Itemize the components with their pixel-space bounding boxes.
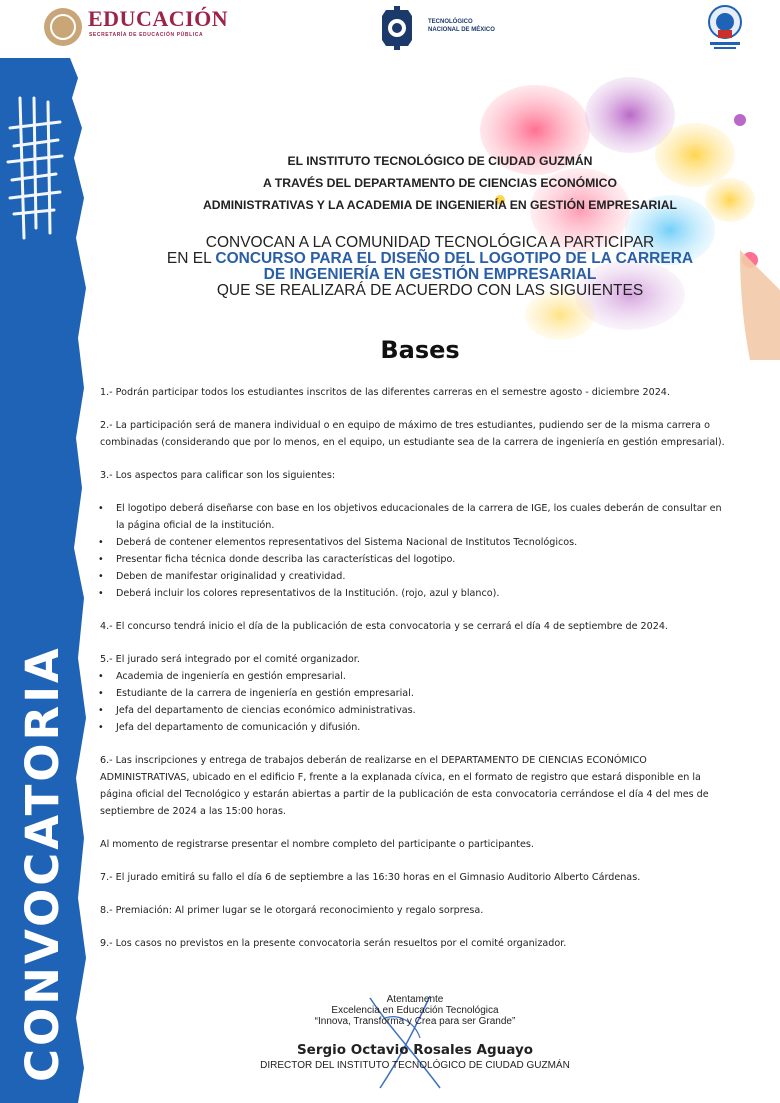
signer-role: DIRECTOR DEL INSTITUTO TECNOLÓGICO DE CIUDAD GUZMÁN xyxy=(260,1060,570,1071)
base-8: 8.- Premiación: Al primer lugar se le otorgará reconocimiento y regalo sorpresa. xyxy=(100,905,484,916)
base-2: 2.- La participación será de manera individual o en equipo de máximo de tres estudiantes, pudiendo ser de la misma carrera o combinadas (considerando que por lo menos, en el equipo, un estudiante sea de la carrera de ingeniería en gestión empresarial). xyxy=(100,420,725,448)
call-line-4: QUE SE REALIZARÁ DE ACUERDO CON LAS SIGUIENTES xyxy=(216,282,644,299)
header xyxy=(0,0,780,58)
base-3-item: • El logotipo deberá diseñarse con base en los objetivos educacionales de la carrera de IGE, los cuales deberán de consultar en la página oficial de la institución. xyxy=(100,500,730,534)
base-6: 6.- Las inscripciones y entrega de trabajos deberán de realizarse en el DEPARTAMENTO DE CIENCIAS ECONÓMICO ADMINISTRATIVAS, ubicado en el edificio F, frente a la explanada cívica, en el formato de registro que estará disponible en la página oficial del Tecnológico y estarán abiertas a partir de la publicación de esta convocatoria cerrándose el día 4 del mes de septiembre de 2024 a las 15:00 horas. xyxy=(100,755,709,817)
closing: Atentamente xyxy=(386,994,444,1005)
base-1: 1.- Podrán participar todos los estudiantes inscritos de las diferentes carreras en el semestre agosto - diciembre 2024. xyxy=(100,387,670,398)
base-3-item: • Deberá de contener elementos representativos del Sistema Nacional de Institutos Tecnológicos. xyxy=(100,534,730,551)
base-5: 5.- El jurado será integrado por el comité organizador. xyxy=(100,654,360,665)
base-9: 9.- Los casos no previstos en la presente convocatoria serán resueltos por el comité organizador. xyxy=(100,938,567,949)
sep-title: EDUCACIÓN xyxy=(88,6,229,31)
base-3: 3.- Los aspectos para calificar son los siguientes: xyxy=(100,470,336,481)
base-5-item: • Academia de ingeniería en gestión empresarial. xyxy=(100,668,730,685)
call-heading xyxy=(110,235,750,299)
heading-line-3: ADMINISTRATIVAS Y LA ACADEMIA DE INGENIERÍA EN GESTIÓN EMPRESARIAL xyxy=(203,198,677,212)
tecnm-logo-icon xyxy=(380,6,414,50)
itcg-logo-icon xyxy=(706,4,744,52)
call-line-1: CONVOCAN A LA COMUNIDAD TECNOLÓGICA A PARTICIPAR xyxy=(205,234,655,251)
motto-line-1: Excelencia en Educación Tecnológica xyxy=(331,1005,499,1016)
signature-block xyxy=(200,994,630,1073)
signer-name: Sergio Octavio Rosales Aguayo xyxy=(296,1042,534,1058)
call-line-3: DE INGENIERÍA EN GESTIÓN EMPRESARIAL xyxy=(263,266,597,283)
base-3-item: • Deberá incluir los colores representativos de la Institución. (rojo, azul y blanco). xyxy=(100,585,730,602)
base-5-item: • Estudiante de la carrera de ingeniería en gestión empresarial. xyxy=(100,685,730,702)
svg-text:CONVOCATORIA: CONVOCATORIA xyxy=(16,645,69,1082)
institution-heading xyxy=(140,150,740,216)
base-6-note: Al momento de registrarse presentar el nombre completo del participante o participantes. xyxy=(100,839,534,850)
base-3-item: • Presentar ficha técnica donde describa las características del logotipo. xyxy=(100,551,730,568)
tecnm-text: TECNOLÓGICO NACIONAL DE MÉXICO xyxy=(428,19,495,33)
convocatoria-vertical-label xyxy=(0,0,80,1103)
call-line-2 xyxy=(110,251,750,267)
base-4: 4.- El concurso tendrá inicio el día de la publicación de esta convocatoria y se cerrará el día 4 de septiembre de 2024. xyxy=(100,621,668,632)
call-line-2-prefix: EN EL xyxy=(166,250,216,267)
bases-heading: Bases xyxy=(380,336,460,364)
sep-subtitle: SECRETARÍA DE EDUCACIÓN PÚBLICA xyxy=(89,32,204,38)
heading-line-1: EL INSTITUTO TECNOLÓGICO DE CIUDAD GUZMÁN xyxy=(287,154,593,168)
bases-body xyxy=(100,384,730,952)
base-5-item: • Jefa del departamento de comunicación y difusión. xyxy=(100,719,730,736)
call-line-2-highlight: CONCURSO PARA EL DISEÑO DEL LOGOTIPO DE LA CARRERA xyxy=(215,250,694,267)
base-3-item: • Deben de manifestar originalidad y creatividad. xyxy=(100,568,730,585)
base-5-item: • Jefa del departamento de ciencias económico administrativas. xyxy=(100,702,730,719)
base-7: 7.- El jurado emitirá su fallo el día 6 de septiembre a las 16:30 horas en el Gimnasio Auditorio Alberto Cárdenas. xyxy=(100,872,641,883)
heading-line-2: A TRAVÉS DEL DEPARTAMENTO DE CIENCIAS ECONÓMICO xyxy=(263,176,617,190)
motto-line-2: “Innova, Transforma y Crea para ser Grande” xyxy=(314,1016,516,1027)
